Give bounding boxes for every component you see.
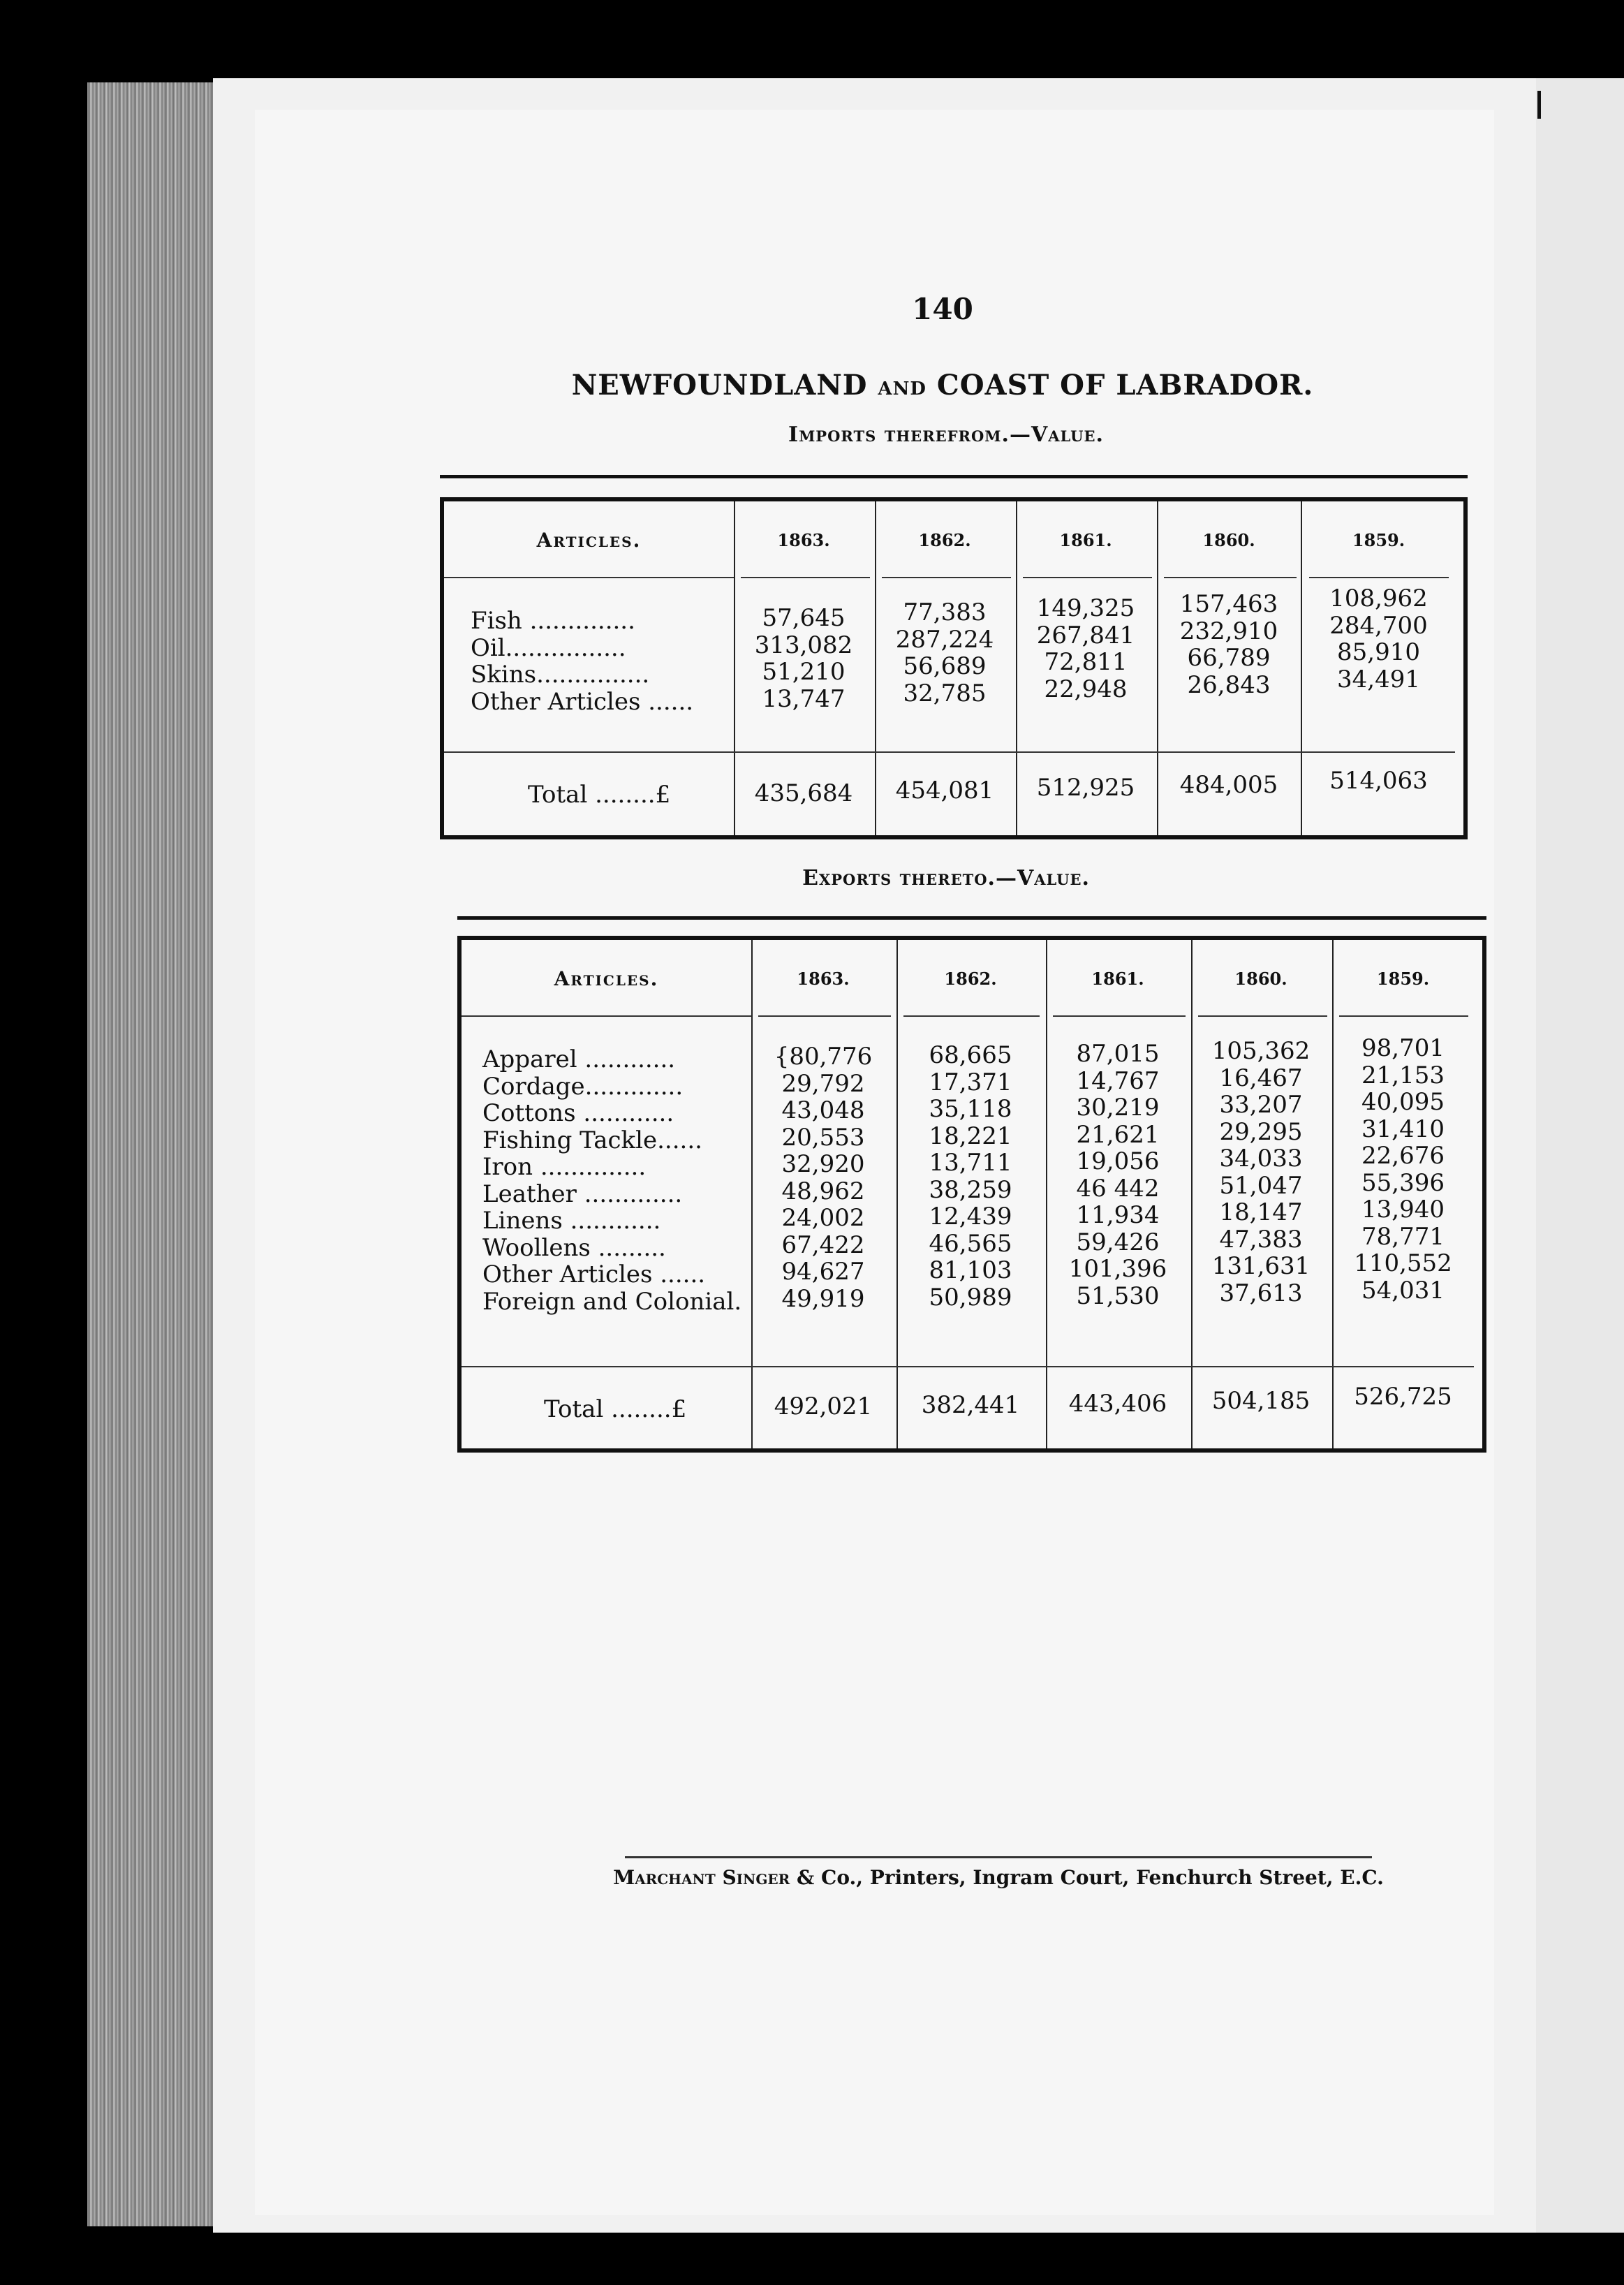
imports-row-label: Oil................ xyxy=(471,633,626,662)
imports-header-rule xyxy=(741,577,870,578)
imports-cell: 77,383 xyxy=(903,598,987,626)
imports-row-label: Fish .............. xyxy=(471,607,635,635)
exports-cell: 33,207 xyxy=(1219,1091,1303,1119)
exports-labels xyxy=(482,1046,751,1315)
exports-header-year: 1863. xyxy=(797,968,850,989)
exports-header-year: 1861. xyxy=(1091,968,1144,989)
exports-cell: 38,259 xyxy=(929,1175,1012,1204)
exports-cell: 68,665 xyxy=(929,1041,1012,1069)
imports-col-1860 xyxy=(1157,591,1301,698)
imports-header-year: 1859. xyxy=(1352,529,1405,550)
exports-table xyxy=(457,936,1486,1453)
exports-cell: 11,934 xyxy=(1076,1201,1160,1229)
exports-header-rule xyxy=(1198,1015,1327,1017)
imports-total-cell: 484,005 xyxy=(1179,771,1278,799)
imports-table xyxy=(440,497,1468,839)
imports-total-cell: 512,925 xyxy=(1036,774,1135,802)
imports-cell: 267,841 xyxy=(1036,621,1135,649)
imports-cell: 57,645 xyxy=(762,604,846,632)
imports-cell: 149,325 xyxy=(1036,594,1135,622)
page-number: 140 xyxy=(912,292,973,326)
exports-cell: 18,221 xyxy=(929,1122,1012,1150)
exports-total-cell: 504,185 xyxy=(1211,1387,1311,1415)
exports-cell: 43,048 xyxy=(781,1096,865,1124)
exports-cell: 12,439 xyxy=(929,1203,1012,1230)
exports-row-label: Other Articles ...... xyxy=(482,1261,706,1288)
exports-cell: 81,103 xyxy=(929,1256,1012,1284)
imports-row-label: Skins............... xyxy=(471,661,650,689)
exports-cell: 18,147 xyxy=(1219,1198,1303,1226)
exports-heading: Exports thereto.—Value. xyxy=(802,866,1090,890)
footer-rule xyxy=(625,1856,1372,1858)
imports-total-label: Total ........£ xyxy=(528,781,671,809)
exports-row-label: Leather ............. xyxy=(482,1180,683,1208)
exports-cell: 20,553 xyxy=(781,1123,865,1152)
exports-cell: 110,552 xyxy=(1354,1249,1452,1277)
imports-col-1861 xyxy=(1016,595,1156,703)
exports-col-1860 xyxy=(1191,1038,1331,1307)
exports-cell: 67,422 xyxy=(781,1230,865,1259)
exports-row-label: Cordage............. xyxy=(482,1072,684,1101)
imports-header-rule xyxy=(444,577,734,578)
exports-row-label: Apparel ............ xyxy=(482,1045,676,1073)
imports-cell: 108,962 xyxy=(1329,585,1428,612)
imports-cell: 232,910 xyxy=(1179,617,1278,645)
exports-cell: 105,362 xyxy=(1211,1037,1311,1065)
exports-cell: 29,295 xyxy=(1219,1117,1303,1146)
exports-total-cell: 382,441 xyxy=(921,1391,1020,1419)
exports-row-label: Linens ............ xyxy=(482,1207,661,1235)
exports-cell: 24,002 xyxy=(781,1204,865,1232)
imports-col-1862 xyxy=(875,599,1014,707)
imports-cell: 72,811 xyxy=(1044,648,1128,676)
imports-cell: 56,689 xyxy=(903,652,987,680)
exports-cell: 29,792 xyxy=(781,1069,865,1098)
imports-heading: Imports therefrom.—Value. xyxy=(788,423,1104,447)
exports-header-year: 1862. xyxy=(944,968,997,989)
imports-cell: 284,700 xyxy=(1329,611,1428,640)
printer-address: & Co., Printers, Ingram Court, Fenchurch Street, E.C. xyxy=(790,1866,1384,1889)
exports-col-1861 xyxy=(1046,1041,1190,1309)
exports-header-rule xyxy=(903,1015,1040,1017)
exports-header-year: 1859. xyxy=(1376,968,1430,989)
exports-cell: 55,396 xyxy=(1361,1168,1445,1197)
exports-cell: 13,940 xyxy=(1361,1196,1445,1224)
imports-cell: 313,082 xyxy=(754,631,853,659)
imports-cell: 66,789 xyxy=(1187,644,1271,672)
imports-cell: 13,747 xyxy=(762,684,846,713)
exports-cell: 46,565 xyxy=(929,1229,1012,1258)
exports-cell: 37,613 xyxy=(1219,1279,1303,1307)
imports-col-1859 xyxy=(1302,585,1455,693)
exports-total-label: Total ........£ xyxy=(544,1395,687,1423)
exports-header-rule xyxy=(758,1015,891,1017)
exports-total-cell: 526,725 xyxy=(1354,1383,1452,1411)
exports-cell: 49,919 xyxy=(781,1284,865,1313)
imports-header-rule xyxy=(1164,577,1297,578)
imports-cell: 26,843 xyxy=(1187,670,1271,699)
exports-cell: 32,920 xyxy=(781,1150,865,1178)
exports-cell: 54,031 xyxy=(1361,1276,1445,1305)
exports-col-1863 xyxy=(751,1043,895,1312)
next-page-strip xyxy=(1536,78,1624,2233)
exports-cell: 21,153 xyxy=(1361,1061,1445,1089)
imports-cell: 85,910 xyxy=(1337,638,1420,666)
imports-cell: 32,785 xyxy=(903,679,987,707)
imports-header-year: 1860. xyxy=(1202,529,1255,550)
imports-total-rule xyxy=(444,751,1455,753)
exports-row-label: Woollens ......... xyxy=(482,1233,666,1262)
exports-cell: 94,627 xyxy=(781,1258,865,1286)
exports-cell: 59,426 xyxy=(1076,1228,1160,1256)
imports-header-rule xyxy=(1309,577,1449,578)
imports-total-cell: 514,063 xyxy=(1329,767,1428,795)
imports-header-rule xyxy=(1023,577,1152,578)
title-and: AND xyxy=(878,379,927,399)
exports-cell: 16,467 xyxy=(1219,1064,1303,1092)
imports-row-label: Other Articles ...... xyxy=(471,687,694,716)
book-page-edges xyxy=(87,82,227,2226)
exports-row-label: Foreign and Colonial. xyxy=(482,1287,742,1316)
exports-cell: 48,962 xyxy=(781,1177,865,1205)
exports-header-rule xyxy=(1053,1015,1186,1017)
imports-header-articles: Articles. xyxy=(536,528,642,552)
imports-col-1863 xyxy=(734,605,873,712)
imports-labels xyxy=(471,608,732,715)
page-title xyxy=(531,369,1354,402)
imports-cell: 51,210 xyxy=(762,658,846,686)
exports-cell: 13,711 xyxy=(929,1149,1012,1177)
exports-top-rule xyxy=(457,916,1486,920)
exports-cell: 131,631 xyxy=(1211,1252,1311,1280)
title-part-2: COAST OF LABRADOR. xyxy=(936,369,1314,402)
exports-cell: 78,771 xyxy=(1361,1222,1445,1251)
exports-cell: 30,219 xyxy=(1076,1094,1160,1122)
exports-header-rule xyxy=(1339,1015,1468,1017)
exports-header-articles: Articles. xyxy=(554,967,659,990)
exports-cell: {80,776 xyxy=(774,1043,873,1071)
exports-total-cell: 443,406 xyxy=(1068,1390,1167,1418)
exports-header-rule xyxy=(462,1015,751,1017)
imports-total-cell: 454,081 xyxy=(895,777,994,804)
exports-cell: 34,033 xyxy=(1219,1145,1303,1173)
exports-cell: 19,056 xyxy=(1076,1147,1160,1175)
page-mark xyxy=(1537,91,1541,119)
exports-cell: 40,095 xyxy=(1361,1088,1445,1116)
exports-total-rule xyxy=(462,1366,1474,1367)
imports-header-year: 1862. xyxy=(918,529,971,550)
exports-cell: 22,676 xyxy=(1361,1142,1445,1170)
imports-cell: 287,224 xyxy=(895,625,994,654)
exports-col-1859 xyxy=(1332,1035,1474,1304)
imports-cell: 34,491 xyxy=(1337,665,1420,693)
exports-col-1862 xyxy=(896,1042,1044,1311)
title-part-1: NEWFOUNDLAND xyxy=(571,369,868,402)
exports-cell: 31,410 xyxy=(1361,1115,1445,1143)
exports-cell: 14,767 xyxy=(1076,1066,1160,1095)
exports-header-year: 1860. xyxy=(1234,968,1287,989)
printer-imprint xyxy=(600,1866,1396,1889)
exports-cell: 35,118 xyxy=(929,1095,1012,1123)
exports-cell: 21,621 xyxy=(1076,1120,1160,1149)
exports-total-cell: 492,021 xyxy=(774,1393,873,1420)
imports-cell: 22,948 xyxy=(1044,675,1128,703)
imports-top-rule xyxy=(440,475,1468,478)
exports-cell: 17,371 xyxy=(929,1068,1012,1096)
exports-row-label: Iron .............. xyxy=(482,1153,647,1181)
imports-header-year: 1863. xyxy=(777,529,830,550)
printer-name: Marchant Singer xyxy=(613,1866,790,1889)
exports-cell: 98,701 xyxy=(1361,1034,1445,1062)
exports-cell: 51,530 xyxy=(1076,1281,1160,1310)
exports-row-label: Fishing Tackle...... xyxy=(482,1126,702,1154)
exports-cell: 87,015 xyxy=(1076,1040,1160,1068)
imports-cell: 157,463 xyxy=(1179,590,1278,618)
exports-cell: 51,047 xyxy=(1219,1171,1303,1200)
exports-cell: 50,989 xyxy=(929,1283,1012,1312)
imports-header-rule xyxy=(882,577,1011,578)
exports-cell: 46 442 xyxy=(1076,1174,1160,1203)
imports-header-year: 1861. xyxy=(1059,529,1112,550)
exports-cell: 101,396 xyxy=(1068,1255,1167,1283)
imports-total-cell: 435,684 xyxy=(754,779,853,807)
exports-row-label: Cottons ............ xyxy=(482,1099,674,1127)
exports-cell: 47,383 xyxy=(1219,1225,1303,1254)
